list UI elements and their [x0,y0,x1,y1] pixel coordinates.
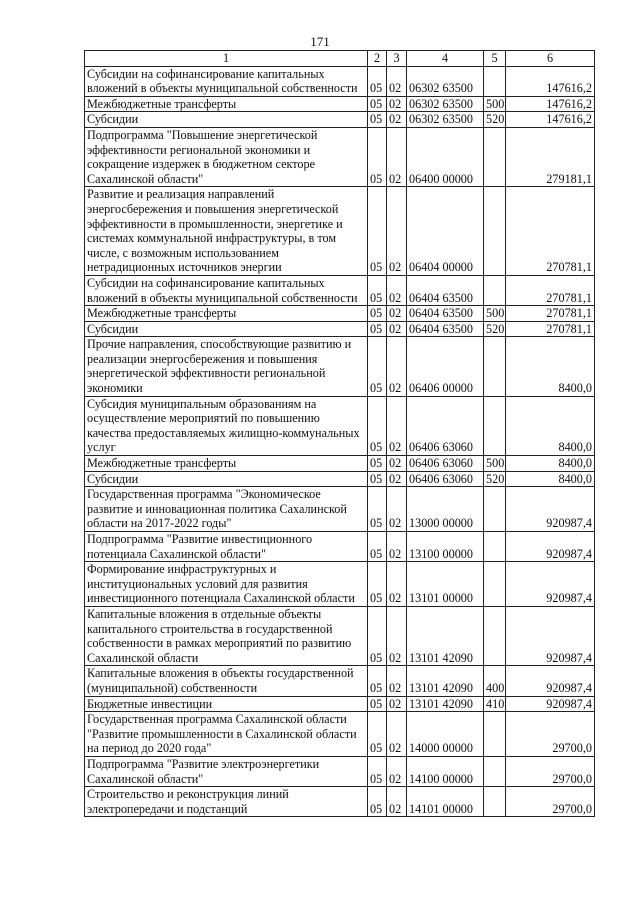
row-name-cell: Субсидия муниципальным образованиям на осуществление мероприятий по повышению качества предоставляемых жилищно-коммунальных услуг [85,396,368,455]
row-section-cell: 05 [368,696,387,712]
row-section-cell: 05 [368,66,387,96]
row-section-cell: 05 [368,456,387,472]
row-subsection-cell: 02 [387,756,407,786]
row-target-code-cell: 06404 00000 [407,187,484,276]
row-section-cell: 05 [368,396,387,455]
row-amount-cell: 8400,0 [506,337,595,396]
row-target-code-cell: 06404 63500 [407,306,484,322]
row-expense-type-cell [484,606,506,665]
row-section-cell: 05 [368,712,387,757]
row-amount-cell: 270781,1 [506,306,595,322]
row-amount-cell: 920987,4 [506,532,595,562]
row-target-code-cell: 13101 42090 [407,696,484,712]
row-amount-cell: 279181,1 [506,127,595,186]
table-row [85,337,595,396]
row-subsection-cell: 02 [387,562,407,607]
row-name-cell: Государственная программа "Экономическое развитие и инновационная политика Сахалинской области на 2017-2022 годы" [85,487,368,532]
row-name-cell: Капитальные вложения в отдельные объекты капитального строительства в государственной собственности в рамках мероприятий по развитию Сахалинской области [85,606,368,665]
row-amount-cell: 29700,0 [506,756,595,786]
row-name-cell: Субсидии [85,321,368,337]
row-section-cell: 05 [368,127,387,186]
table-row [85,112,595,128]
row-expense-type-cell: 500 [484,456,506,472]
row-name-cell: Подпрограмма "Развитие инвестиционного потенциала Сахалинской области" [85,532,368,562]
row-subsection-cell: 02 [387,696,407,712]
page-number: 171 [310,34,330,49]
row-amount-cell: 147616,2 [506,96,595,112]
table-row [85,562,595,607]
row-amount-cell: 920987,4 [506,696,595,712]
row-expense-type-cell: 400 [484,666,506,696]
row-expense-type-cell [484,756,506,786]
table-row [85,187,595,276]
row-subsection-cell: 02 [387,396,407,455]
row-subsection-cell: 02 [387,187,407,276]
row-section-cell: 05 [368,487,387,532]
row-section-cell: 05 [368,112,387,128]
row-amount-cell: 270781,1 [506,321,595,337]
table-row [85,712,595,757]
table-row [85,456,595,472]
row-target-code-cell: 14100 00000 [407,756,484,786]
row-name-cell: Межбюджетные трансферты [85,306,368,322]
row-section-cell: 05 [368,321,387,337]
row-name-cell: Государственная программа Сахалинской области "Развитие промышленности в Сахалинской области на период до 2020 года" [85,712,368,757]
row-amount-cell: 29700,0 [506,787,595,817]
row-amount-cell: 147616,2 [506,66,595,96]
row-name-cell: Развитие и реализация направлений энергосбережения и повышения энергетической эффективности в промышленности, энергетике и системах коммунальной инфраструктуры, в том числе, с возможным использованием нетрадиционных источников энергии [85,187,368,276]
row-name-cell: Субсидии на софинансирование капитальных вложений в объекты муниципальной собственности [85,66,368,96]
row-subsection-cell: 02 [387,606,407,665]
row-subsection-cell: 02 [387,787,407,817]
row-target-code-cell: 14000 00000 [407,712,484,757]
row-amount-cell: 8400,0 [506,471,595,487]
table-row [85,396,595,455]
table-row [85,96,595,112]
row-expense-type-cell [484,337,506,396]
row-target-code-cell: 06406 63060 [407,471,484,487]
row-target-code-cell: 13101 42090 [407,666,484,696]
budget-table [84,50,595,817]
row-name-cell: Подпрограмма "Развитие электроэнергетики Сахалинской области" [85,756,368,786]
row-expense-type-cell: 520 [484,471,506,487]
row-expense-type-cell [484,66,506,96]
row-section-cell: 05 [368,756,387,786]
row-amount-cell: 920987,4 [506,562,595,607]
row-expense-type-cell [484,127,506,186]
row-name-cell: Межбюджетные трансферты [85,96,368,112]
row-amount-cell: 8400,0 [506,456,595,472]
row-section-cell: 05 [368,666,387,696]
row-section-cell: 05 [368,187,387,276]
row-subsection-cell: 02 [387,456,407,472]
row-subsection-cell: 02 [387,532,407,562]
row-section-cell: 05 [368,471,387,487]
row-section-cell: 05 [368,606,387,665]
row-name-cell: Межбюджетные трансферты [85,456,368,472]
row-target-code-cell: 06404 63500 [407,321,484,337]
row-target-code-cell: 13101 00000 [407,562,484,607]
row-section-cell: 05 [368,532,387,562]
row-section-cell: 05 [368,337,387,396]
row-amount-cell: 920987,4 [506,606,595,665]
row-amount-cell: 29700,0 [506,712,595,757]
table-row [85,532,595,562]
row-target-code-cell: 14101 00000 [407,787,484,817]
table-row [85,275,595,305]
row-target-code-cell: 06302 63500 [407,96,484,112]
column-header: 4 [407,51,484,67]
row-expense-type-cell [484,187,506,276]
row-target-code-cell: 13000 00000 [407,487,484,532]
table-row [85,487,595,532]
row-amount-cell: 147616,2 [506,112,595,128]
column-header: 6 [506,51,595,67]
row-expense-type-cell [484,712,506,757]
row-subsection-cell: 02 [387,66,407,96]
row-name-cell: Субсидии [85,112,368,128]
table-row [85,321,595,337]
row-name-cell: Строительство и реконструкция линий электропередачи и подстанций [85,787,368,817]
row-expense-type-cell [484,532,506,562]
table-row [85,606,595,665]
row-target-code-cell: 06406 63060 [407,456,484,472]
row-target-code-cell: 13101 42090 [407,606,484,665]
row-expense-type-cell: 500 [484,96,506,112]
row-section-cell: 05 [368,306,387,322]
row-target-code-cell: 06302 63500 [407,66,484,96]
table-row [85,666,595,696]
row-expense-type-cell [484,275,506,305]
row-section-cell: 05 [368,787,387,817]
row-expense-type-cell [484,787,506,817]
row-subsection-cell: 02 [387,471,407,487]
row-subsection-cell: 02 [387,275,407,305]
row-expense-type-cell [484,562,506,607]
row-subsection-cell: 02 [387,321,407,337]
row-name-cell: Бюджетные инвестиции [85,696,368,712]
row-subsection-cell: 02 [387,712,407,757]
row-section-cell: 05 [368,275,387,305]
row-name-cell: Субсидии [85,471,368,487]
row-amount-cell: 920987,4 [506,487,595,532]
row-section-cell: 05 [368,96,387,112]
table-row [85,696,595,712]
table-row [85,127,595,186]
row-name-cell: Капитальные вложения в объекты государственной (муниципальной) собственности [85,666,368,696]
row-expense-type-cell [484,487,506,532]
row-name-cell: Формирование инфраструктурных и институциональных условий для развития инвестиционного потенциала Сахалинской области [85,562,368,607]
table-row [85,306,595,322]
row-target-code-cell: 06404 63500 [407,275,484,305]
row-subsection-cell: 02 [387,487,407,532]
table-row [85,471,595,487]
row-subsection-cell: 02 [387,127,407,186]
column-header: 1 [85,51,368,67]
table-row [85,756,595,786]
column-header: 2 [368,51,387,67]
row-section-cell: 05 [368,562,387,607]
column-header: 3 [387,51,407,67]
row-target-code-cell: 13100 00000 [407,532,484,562]
row-subsection-cell: 02 [387,96,407,112]
row-expense-type-cell [484,396,506,455]
row-subsection-cell: 02 [387,112,407,128]
table-row [85,787,595,817]
row-name-cell: Субсидии на софинансирование капитальных вложений в объекты муниципальной собственности [85,275,368,305]
row-amount-cell: 8400,0 [506,396,595,455]
column-header: 5 [484,51,506,67]
row-amount-cell: 270781,1 [506,275,595,305]
row-target-code-cell: 06406 63060 [407,396,484,455]
row-target-code-cell: 06400 00000 [407,127,484,186]
header-row [85,51,595,67]
row-expense-type-cell: 500 [484,306,506,322]
row-subsection-cell: 02 [387,337,407,396]
row-subsection-cell: 02 [387,666,407,696]
row-name-cell: Подпрограмма "Повышение энергетической эффективности региональной экономики и сокращение издержек в бюджетном секторе Сахалинской области" [85,127,368,186]
row-name-cell: Прочие направления, способствующие развитию и реализации энергосбережения и повышения энергетической эффективности региональной экономики [85,337,368,396]
row-amount-cell: 270781,1 [506,187,595,276]
row-target-code-cell: 06406 00000 [407,337,484,396]
row-subsection-cell: 02 [387,306,407,322]
row-expense-type-cell: 520 [484,321,506,337]
table-row [85,66,595,96]
row-target-code-cell: 06302 63500 [407,112,484,128]
row-amount-cell: 920987,4 [506,666,595,696]
table-body [85,66,595,817]
row-expense-type-cell: 520 [484,112,506,128]
row-expense-type-cell: 410 [484,696,506,712]
